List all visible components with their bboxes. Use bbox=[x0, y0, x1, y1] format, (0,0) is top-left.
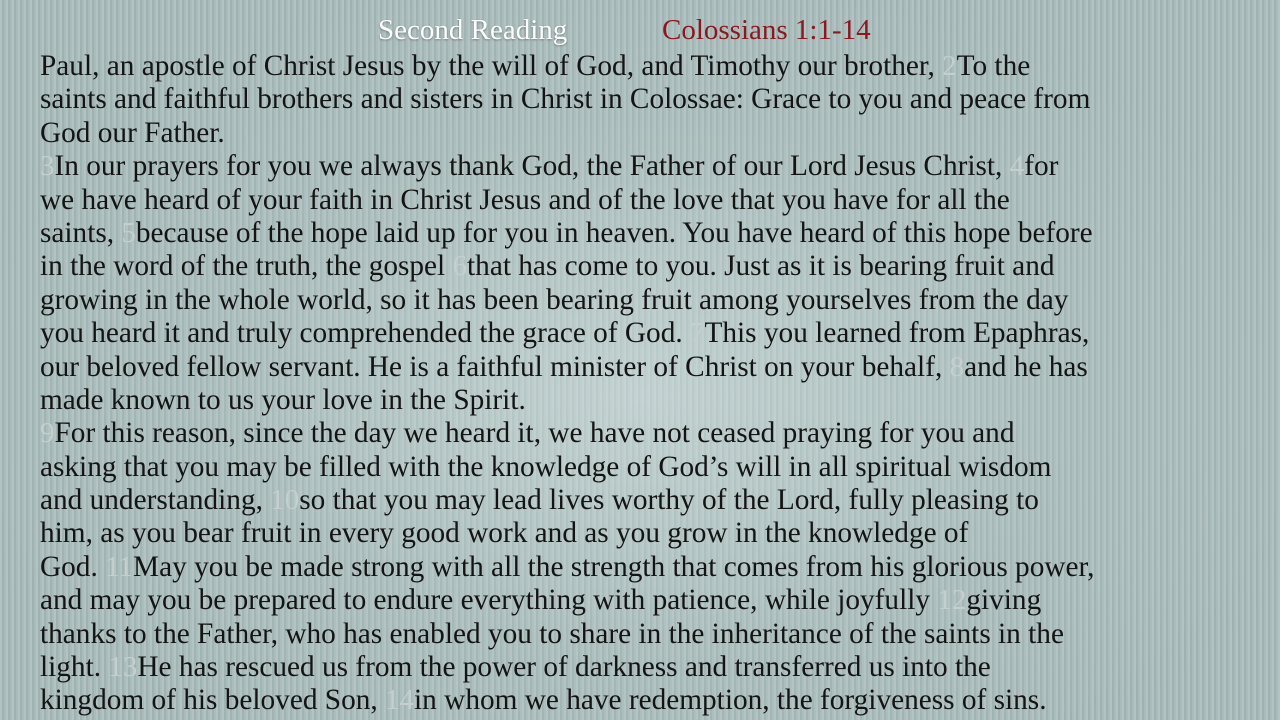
verse-text: so that you may lead lives worthy of the Lord, fully pleasing to bbox=[299, 484, 1039, 517]
verse-text: God. bbox=[40, 550, 106, 583]
verse-number: 7 bbox=[690, 317, 705, 350]
text-line bbox=[40, 117, 1250, 150]
text-line bbox=[40, 184, 1250, 217]
text-line bbox=[40, 83, 1250, 116]
text-line bbox=[40, 584, 1250, 617]
verse-text: we have heard of your faith in Christ Jesus and of the love that you have for all the bbox=[40, 183, 1010, 216]
verse-number: 6 bbox=[452, 250, 468, 283]
scripture-text bbox=[40, 50, 1250, 718]
reading-title: Second Reading bbox=[378, 14, 568, 46]
text-line bbox=[40, 517, 1250, 550]
verse-text: asking that you may be filled with the knowledge of God’s will in all spiritual wisdom bbox=[40, 450, 1052, 483]
verse-text: saints and faithful brothers and sisters in Christ in Colossae: Grace to you and peace from bbox=[40, 83, 1091, 116]
verse-text: May you be made strong with all the strength that comes from his glorious power, bbox=[133, 550, 1095, 583]
text-line bbox=[40, 317, 1250, 350]
text-line bbox=[40, 250, 1250, 283]
verse-text: Paul, an apostle of Christ Jesus by the will of God, and Timothy our brother, bbox=[40, 50, 943, 82]
verse-number: 4 bbox=[1009, 150, 1025, 183]
text-line bbox=[40, 284, 1250, 317]
verse-text: This you learned from Epaphras, bbox=[704, 317, 1090, 350]
text-line bbox=[40, 50, 1250, 83]
verse-text: that has come to you. Just as it is bearing fruit and bbox=[467, 250, 1055, 283]
verse-text: and may you be prepared to endure everything with patience, while joyfully bbox=[40, 584, 938, 617]
verse-text: For this reason, since the day we heard it, we have not ceased praying for you and bbox=[54, 417, 1015, 450]
text-line bbox=[40, 217, 1250, 250]
text-line bbox=[40, 451, 1250, 484]
verse-text: light. bbox=[40, 651, 109, 684]
verse-number: 12 bbox=[937, 584, 967, 617]
text-line bbox=[40, 684, 1250, 717]
verse-text: giving bbox=[966, 584, 1042, 617]
verse-number: 3 bbox=[40, 150, 55, 183]
verse-number: 5 bbox=[121, 216, 136, 249]
verse-number: 13 bbox=[108, 651, 138, 684]
text-line bbox=[40, 484, 1250, 517]
text-line bbox=[40, 651, 1250, 684]
verse-text: and understanding, bbox=[40, 484, 271, 517]
verse-number: 8 bbox=[949, 350, 965, 383]
verse-number: 2 bbox=[942, 50, 957, 82]
verse-text: thanks to the Father, who has enabled you to share in the inheritance of the saints in the bbox=[40, 617, 1064, 650]
verse-text: for bbox=[1024, 150, 1059, 183]
text-line bbox=[40, 417, 1250, 450]
verse-text: made known to us your love in the Spirit. bbox=[40, 383, 526, 416]
verse-text: and he has bbox=[964, 350, 1088, 383]
verse-number: 10 bbox=[270, 484, 300, 517]
verse-number: 11 bbox=[105, 550, 134, 583]
verse-text: He has rescued us from the power of darkness and transferred us into the bbox=[137, 651, 991, 684]
verse-text: God our Father. bbox=[40, 116, 225, 149]
verse-text: growing in the whole world, so it has been bearing fruit among yourselves from the day bbox=[40, 283, 1069, 316]
text-line bbox=[40, 351, 1250, 384]
verse-number: 14 bbox=[385, 684, 415, 717]
scripture-reference: Colossians 1:1-14 bbox=[662, 14, 871, 46]
verse-text: saints, bbox=[40, 216, 122, 249]
text-line bbox=[40, 618, 1250, 651]
verse-text: To the bbox=[956, 50, 1031, 82]
verse-text: our beloved fellow servant. He is a faithful minister of Christ on your behalf, bbox=[40, 350, 950, 383]
verse-text: because of the hope laid up for you in heaven. You have heard of this hope before bbox=[135, 216, 1093, 249]
reading-header bbox=[0, 14, 1280, 54]
verse-text: in whom we have redemption, the forgiveness of sins. bbox=[414, 684, 1047, 717]
verse-text: him, as you bear fruit in every good work and as you grow in the knowledge of bbox=[40, 517, 969, 550]
verse-text: In our prayers for you we always thank God, the Father of our Lord Jesus Christ, bbox=[54, 150, 1010, 183]
verse-text: in the word of the truth, the gospel bbox=[40, 250, 453, 283]
text-line bbox=[40, 384, 1250, 417]
verse-text: you heard it and truly comprehended the grace of God. bbox=[40, 317, 690, 350]
text-line bbox=[40, 150, 1250, 183]
verse-text: kingdom of his beloved Son, bbox=[40, 684, 386, 717]
verse-number: 9 bbox=[40, 417, 55, 450]
text-line bbox=[40, 551, 1250, 584]
